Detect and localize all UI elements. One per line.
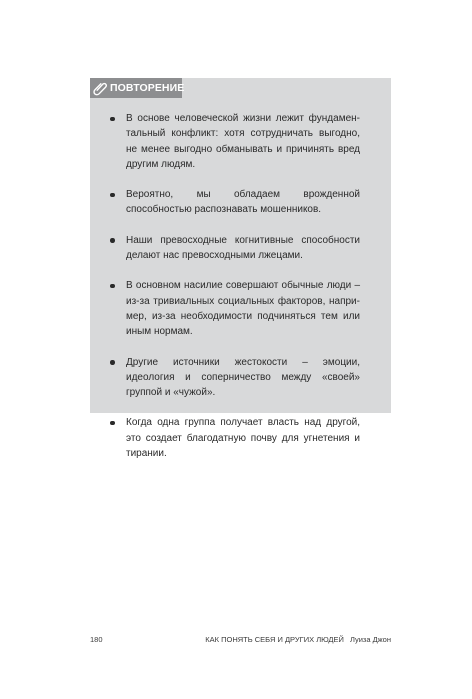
- review-box: [90, 78, 391, 460]
- bullet-icon: [110, 284, 115, 289]
- bullet-icon: [110, 193, 115, 198]
- list-item: [90, 355, 391, 401]
- list-item-text: Вероятно, мы обладаем врожденной способностью распознавать мошенников.: [126, 189, 360, 216]
- review-header: [90, 78, 185, 98]
- book-author: Луиза Джон: [349, 635, 391, 644]
- list-item-text: Наши превосходные когнитивные способности делают нас превосходными лжецами.: [126, 234, 360, 262]
- review-list: [90, 111, 391, 476]
- paperclip-icon: [93, 78, 107, 98]
- list-item-text: Другие источники жестокости – эмоции, идеология и соперничество между «своей» группой и «чужой».: [126, 356, 360, 399]
- bullet-icon: [110, 360, 115, 365]
- bullet-icon: [110, 421, 115, 426]
- list-item: [90, 111, 391, 172]
- bullet-icon: [110, 117, 115, 122]
- running-head: [205, 635, 391, 644]
- page-footer: [90, 635, 391, 647]
- list-item: [90, 415, 391, 461]
- review-title: ПОВТОРЕНИЕ: [110, 82, 185, 94]
- bullet-icon: [110, 238, 115, 243]
- list-item: [90, 278, 391, 339]
- list-item-text: В основе человеческой жизни лежит фундаментальный конфликт: хотя сотрудничать выгодно, не менее выгодно обманывать и причинять вред другим людям.: [126, 113, 360, 170]
- list-item: [90, 233, 391, 264]
- list-item: [90, 187, 391, 218]
- list-item-text: Когда одна группа получает власть над другой, это создает благодатную почву для угнетения и тирании.: [126, 417, 360, 460]
- book-title: КАК ПОНЯТЬ СЕБЯ И ДРУГИХ ЛЮДЕЙ: [205, 635, 344, 644]
- page-number: 180: [90, 635, 103, 644]
- list-item-text: В основном насилие совершают обычные люди – из-за тривиальных социальных факторов, например, из-за необходимости подчиняться тем или иным нормам.: [126, 280, 360, 338]
